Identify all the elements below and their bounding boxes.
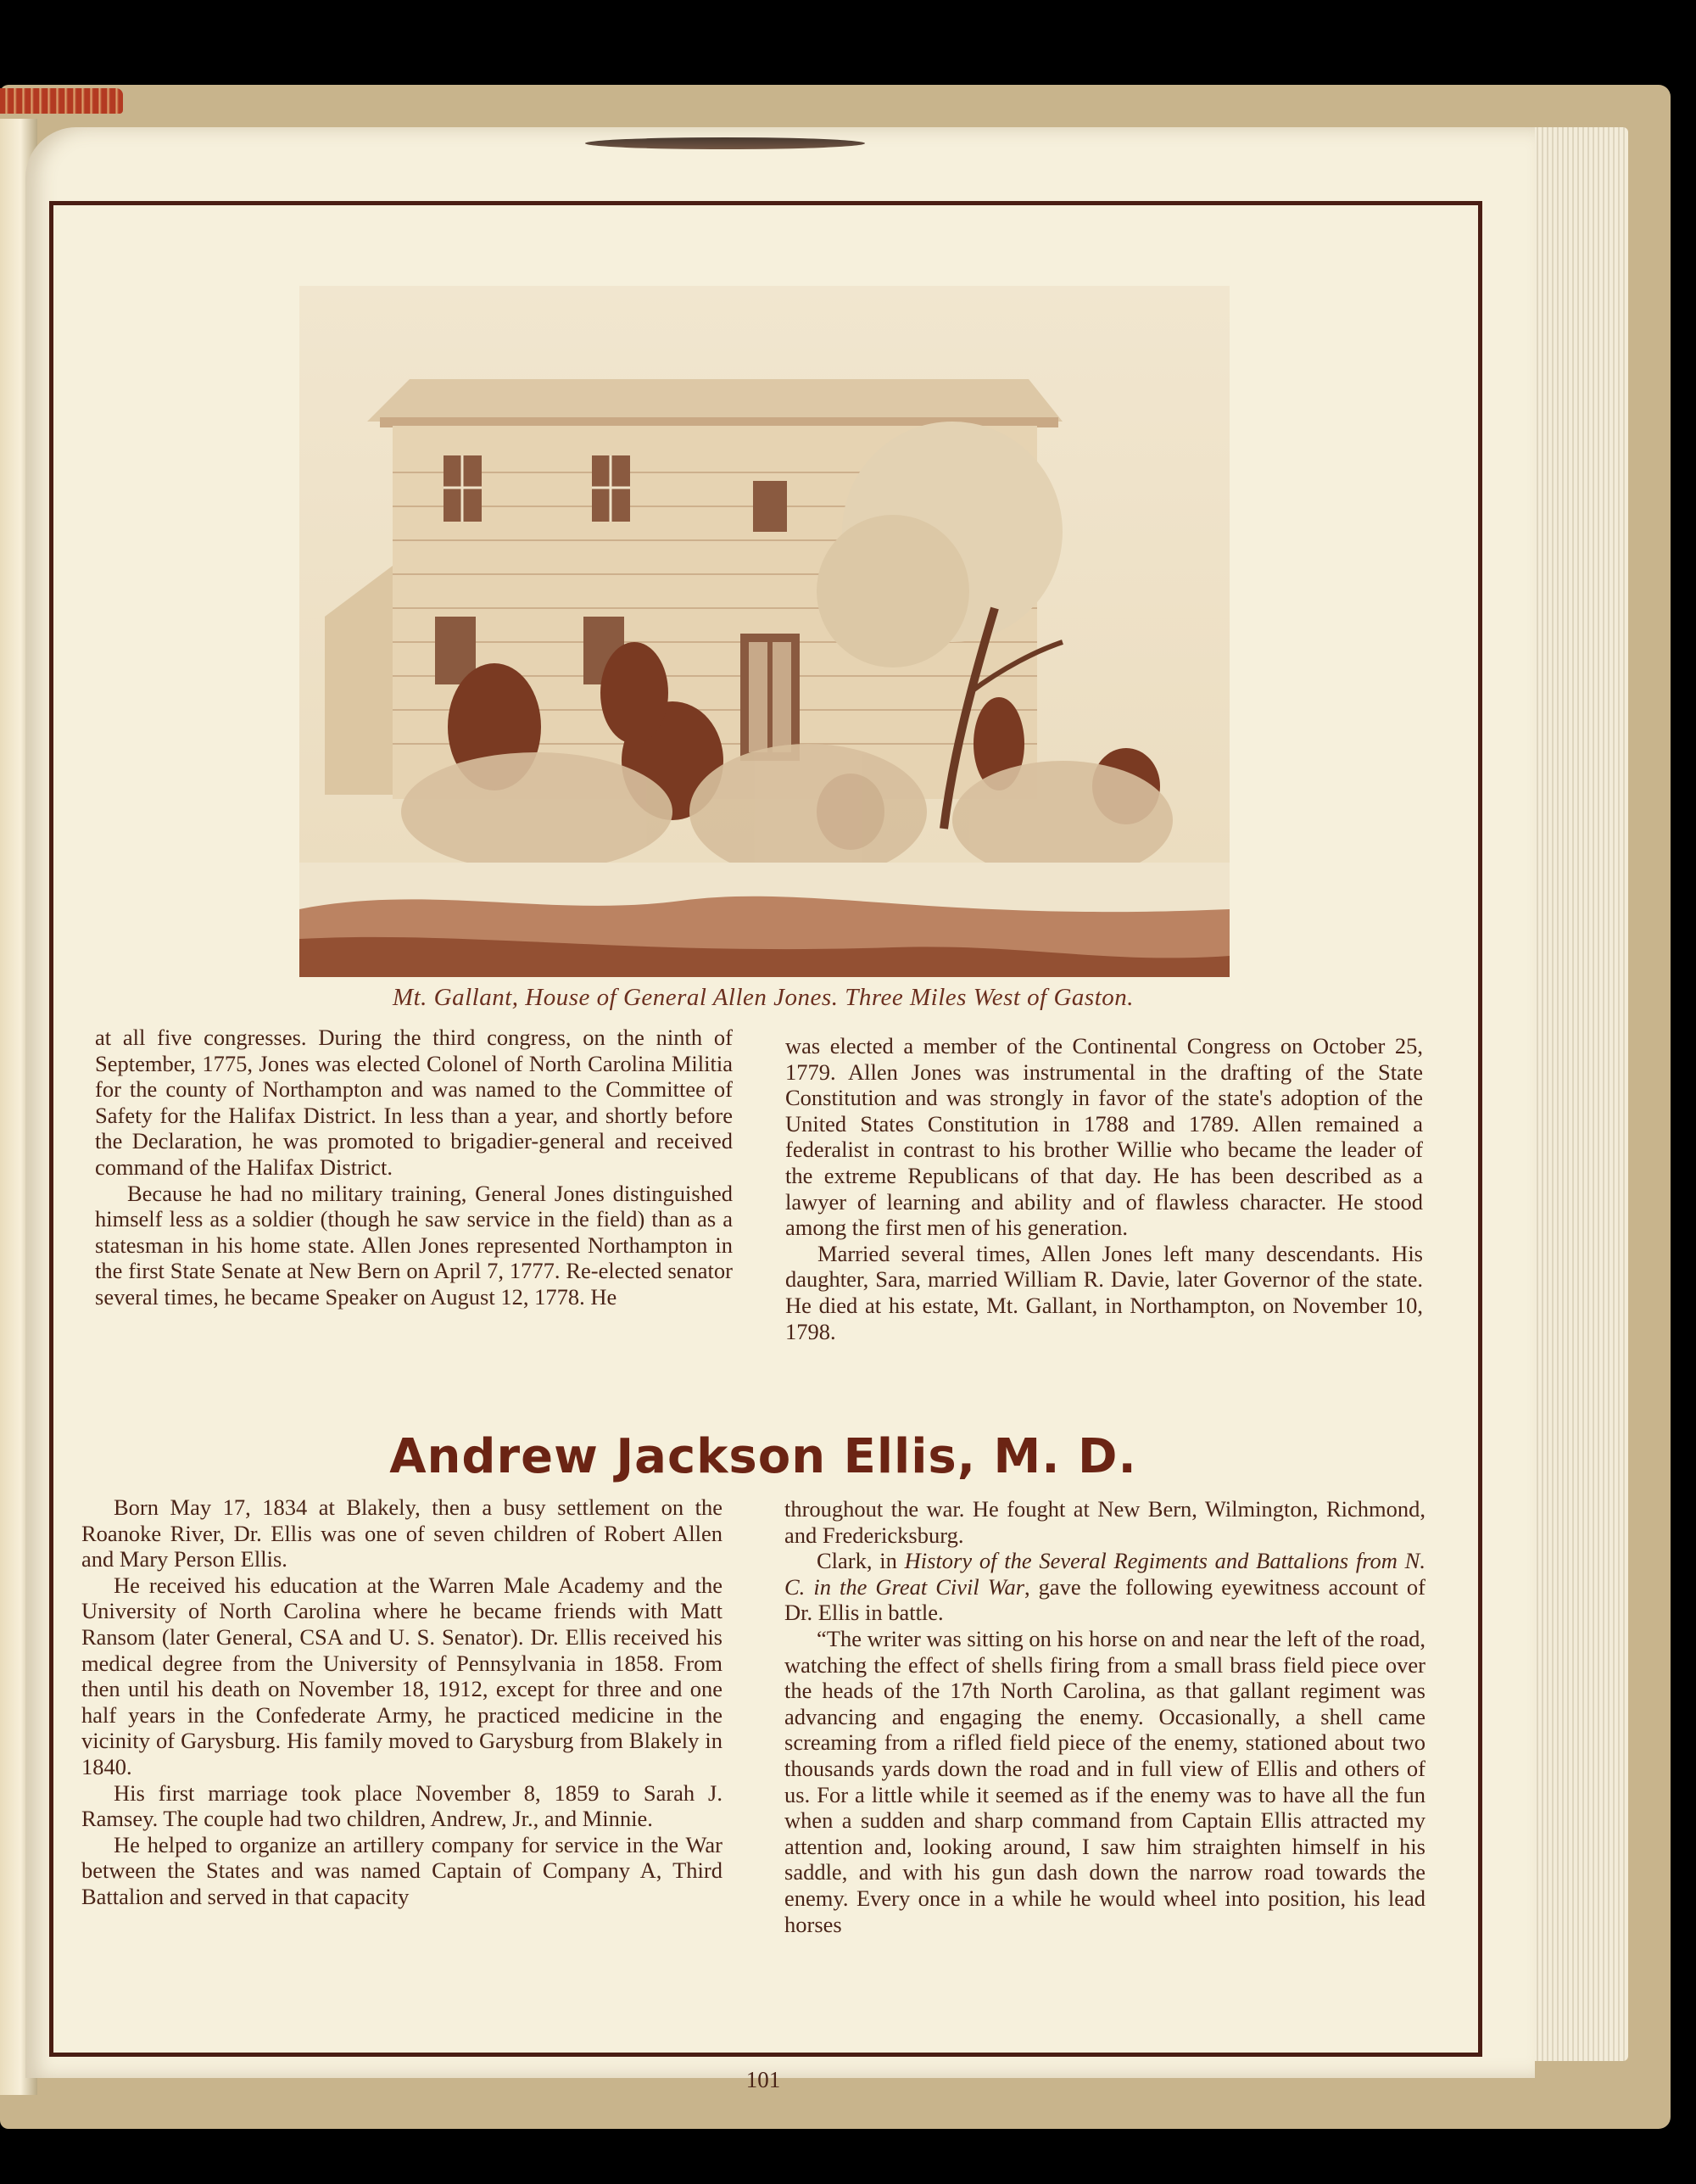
lower-right-column (784, 1496, 1425, 1937)
running-header-mark (585, 137, 865, 149)
paragraph: Born May 17, 1834 at Blakely, then a busy settlement on the Roanoke River, Dr. Ellis was one of seven children of Robert Allen and Mary Person Ellis. (81, 1494, 722, 1572)
paragraph: at all five congresses. During the third congress, on the ninth of September, 1775, Jones was elected Colonel of North Carolina Militia for the county of Northampton and was named to the Committee of Safety for the Halifax District. In less than a year, and shortly before the Declaration, he was promoted to brigadier-general and received command of the Halifax District. (95, 1025, 733, 1180)
text-run: Clark, in (817, 1548, 905, 1574)
paragraph: throughout the war. He fought at New Bern, Wilmington, Richmond, and Fredericksburg. (784, 1496, 1425, 1548)
paragraph (784, 1548, 1425, 1626)
photo-artwork (299, 286, 1230, 977)
article-heading: Andrew Jackson Ellis, M. D. (389, 1429, 1137, 1484)
text-run: , gave the following eyewitness account of Dr. Ellis in battle. (784, 1573, 1426, 1626)
page-number: 101 (745, 2067, 781, 2092)
paragraph: His first marriage took place November 8, 1859 to Sarah J. Ramsey. The couple had two children, Andrew, Jr., and Minnie. (81, 1779, 722, 1832)
paragraph: was elected a member of the Continental Congress on October 25, 1779. Allen Jones was instrumental in the drafting of the State Constitution and was strongly in favor of the state's adoption of the United States Constitution in 1788 and 1789. Allen remained a federalist in contrast to his brother Willie who became the leader of the extreme Republicans of that day. He has been described as a lawyer of learning and ability and of flawless character. He stood among the first men of his generation. (785, 1033, 1423, 1241)
bookmark-ribbon (0, 88, 123, 114)
paragraph: He received his education at the Warren Male Academy and the University of North Carolina where he became friends with Matt Ransom (later General, CSA and U. S. Senator). Dr. Ellis received his medical degree from the University of Pennsylvania in 1858. From then until his death on November 18, 1912, except for three and one half years in the Confederate Army, he practiced medicine in the vicinity of Garysburg. His family moved to Garysburg from Blakely in 1840. (81, 1572, 722, 1779)
photo-caption: Mt. Gallant, House of General Allen Jones. Three Miles West of Gaston. (392, 984, 1135, 1011)
upper-right-column (785, 1033, 1423, 1344)
lower-left-column (81, 1494, 722, 1910)
paragraph: “The writer was sitting on his horse on and near the left of the road, watching the effect of shells firing from a small brass field piece over the heads of the 17th North Carolina, as that gallant regiment was advancing and engaging the enemy. Occasionally, a shell came screaming from a rifled field piece of the enemy, stationed about two thousands yards down the road and in full view of Ellis and others of us. For a little while it seemed as if the enemy was to have all the fun when a sudden and sharp command from Captain Ellis attracted my attention and, looking around, I saw him straighten himself in his saddle, and with his gun dash down the narrow road towards the enemy. Every once in a while he would wheel into position, his lead horses (784, 1625, 1425, 1937)
paragraph: Married several times, Allen Jones left many descendants. His daughter, Sara, married William R. Davie, later Governor of the state. He died at his estate, Mt. Gallant, in Northampton, on November 10, 1798. (785, 1240, 1423, 1344)
book-title: History of the Several Regiments and Battalions from N. C. in the Great Civil War (784, 1548, 1425, 1600)
house-photograph (299, 286, 1230, 977)
paragraph: He helped to organize an artillery company for service in the War between the States and was named Captain of Company A, Third Battalion and served in that capacity (81, 1831, 722, 1909)
paragraph: Because he had no military training, General Jones distinguished himself less as a soldier (though he saw service in the field) than as a statesman in his home state. Allen Jones represented Northampton in the first State Senate at New Bern on April 7, 1777. Re-elected senator several times, he became Speaker on August 12, 1778. He (95, 1180, 733, 1310)
upper-left-column (95, 1025, 733, 1310)
